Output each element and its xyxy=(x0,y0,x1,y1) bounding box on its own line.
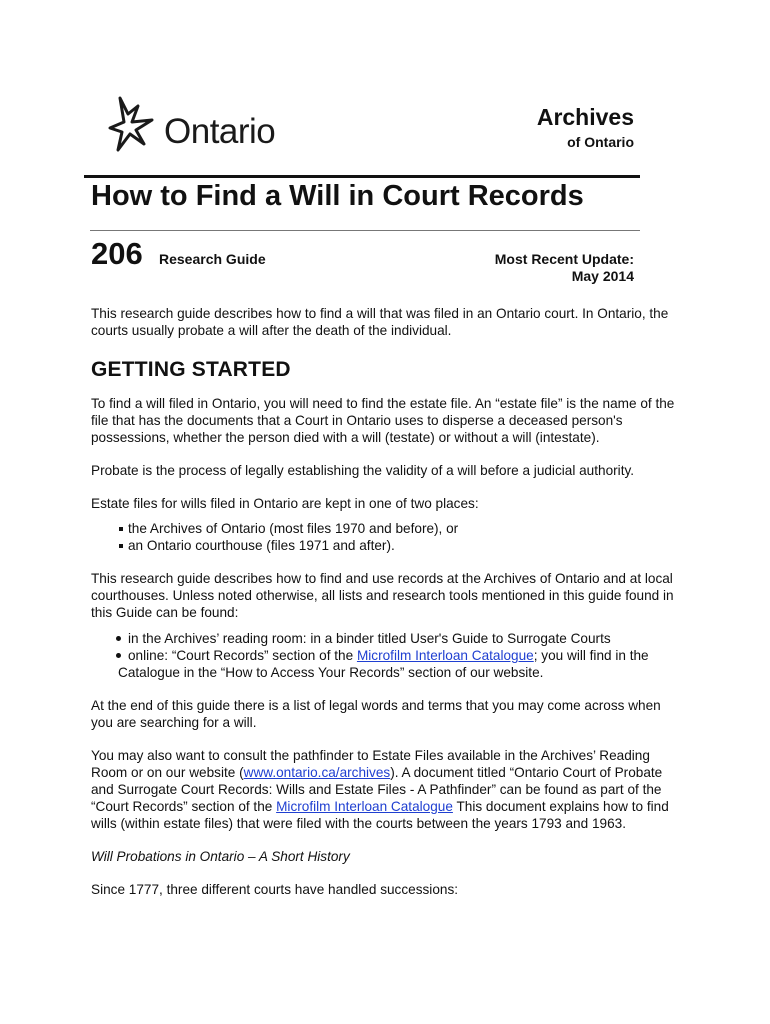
list-item: the Archives of Ontario (most files 1970 and before), or xyxy=(119,520,681,537)
paragraph-pathfinder: You may also want to consult the pathfinder to Estate Files available in the Archives’ Reading Room or on our website (www.ontario.ca/archives). A document titled “Ontario Court of Probate and Surrogate Court Records: Wills and Estate Files - A Pathfinder” can be found as part of the “Court Records” section of the Microfilm Interloan Catalogue This document explains how to find wills (within estate files) that were filed with the courts between the years 1793 and 1963. xyxy=(91,748,669,831)
update-date: May 2014 xyxy=(571,268,634,284)
places-list xyxy=(91,520,681,554)
microfilm-catalogue-link-2[interactable]: Microfilm Interloan Catalogue xyxy=(276,799,453,814)
paragraph-estate-file: To find a will filed in Ontario, you will need to find the estate file. An “estate file” is the name of the file that has the documents that a Court in Ontario uses to disperse a deceased person's possessions, whether the person died with a will (testate) or without a will (intestate). xyxy=(91,396,675,445)
paragraph-probate: Probate is the process of legally establishing the validity of a will before a judicial authority. xyxy=(91,463,635,478)
paragraph-places: Estate files for wills filed in Ontario are kept in one of two places: xyxy=(91,496,479,511)
archives-title: Archives xyxy=(536,104,634,130)
list-item: an Ontario courthouse (files 1971 and after). xyxy=(119,537,681,554)
archives-subtitle: of Ontario xyxy=(567,134,634,150)
paragraph-research-tools: This research guide describes how to find and use records at the Archives of Ontario and at local courthouses. Unless noted otherwise, all lists and research tools mentioned in this guide found in this Guide can be found: xyxy=(91,571,674,620)
paragraph-legal-terms: At the end of this guide there is a list of legal words and terms that you may come across when you are searching for a will. xyxy=(91,698,661,730)
list-item: in the Archives’ reading room: in a binder titled User's Guide to Surrogate Courts xyxy=(116,630,681,647)
document-body xyxy=(91,305,681,914)
square-bullet-icon xyxy=(119,527,123,531)
intro-paragraph: This research guide describes how to find a will that was filed in an Ontario court. In Ontario, the courts usually probate a will after the death of the individual. xyxy=(91,306,669,338)
archives-website-link[interactable]: www.ontario.ca/archives xyxy=(243,765,391,780)
list-item: online: “Court Records” section of the Microfilm Interloan Catalogue; you will find in the Catalogue in the “How to Access Your Records” section of our website. xyxy=(118,648,649,680)
section-heading: GETTING STARTED xyxy=(91,358,291,381)
document-title: How to Find a Will in Court Records xyxy=(91,180,584,212)
square-bullet-icon xyxy=(119,544,123,548)
logo-wordmark: Ontario xyxy=(164,112,276,151)
ontario-logo xyxy=(108,92,288,158)
bullet-icon xyxy=(116,653,121,658)
bullet-icon xyxy=(116,636,121,641)
title-rule-top xyxy=(84,175,640,178)
microfilm-catalogue-link[interactable]: Microfilm Interloan Catalogue xyxy=(356,648,534,663)
title-rule-bottom xyxy=(90,230,640,231)
guide-label: Research Guide xyxy=(159,251,266,267)
update-label: Most Recent Update: xyxy=(494,251,634,267)
paragraph-courts: Since 1777, three different courts have handled successions: xyxy=(91,882,459,897)
history-subheading: Will Probations in Ontario – A Short History xyxy=(91,849,350,864)
trillium-icon xyxy=(108,92,168,158)
guide-number: 206 xyxy=(91,236,143,271)
found-list xyxy=(91,630,681,681)
